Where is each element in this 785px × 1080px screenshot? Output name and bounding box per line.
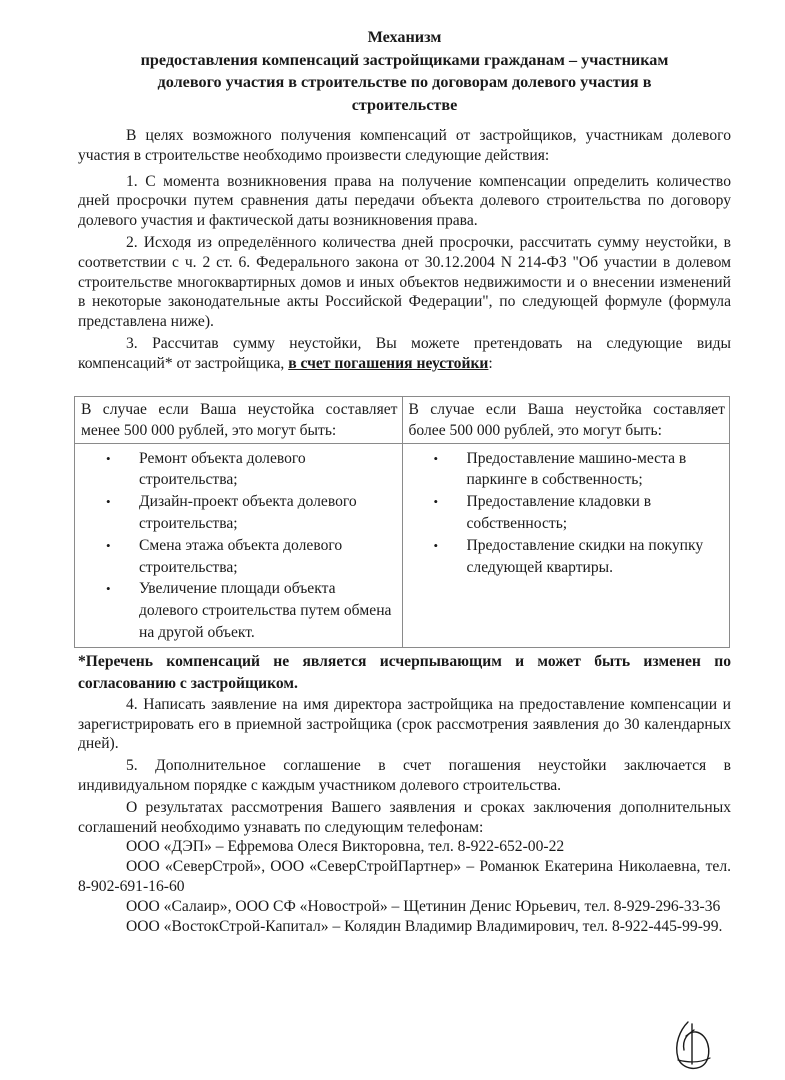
list-item-text: Предоставление кладовки в собственность; <box>466 493 652 532</box>
list-item <box>106 578 398 643</box>
header-under-500k: В случае если Ваша неустойка составляет менее 500 000 рублей, это могут быть: <box>75 396 403 443</box>
list-item-text: Предоставление скидки на покупку следующей квартиры. <box>466 536 704 576</box>
document-page <box>78 26 731 936</box>
contact-line: ООО «ДЭП» – Ефремова Олеся Викторовна, тел. 8-922-652-00-22 <box>126 838 565 856</box>
list-over-500k-cell <box>402 443 730 647</box>
step-1-paragraph: 1. С момента возникновения права на получение компенсации определить количество дней просрочки путем сравнения даты передачи объекта долевого строительства по договору долевого участия и фактической даты возникновения права. <box>78 172 731 230</box>
header-over-500k: В случае если Ваша неустойка составляет более 500 000 рублей, это могут быть: <box>402 396 730 443</box>
list-item <box>433 448 726 492</box>
bullet-icon: • <box>106 537 111 553</box>
bullet-icon: • <box>106 494 111 510</box>
bullet-icon: • <box>433 450 439 466</box>
bullet-icon: • <box>433 537 439 553</box>
list-item-text: Предоставление машино-места в паркинге в собственность; <box>466 449 687 489</box>
list-under-500k-cell <box>75 443 403 647</box>
step-3-emphasis: в счет погашения неустойки <box>288 354 489 372</box>
list-item <box>433 491 726 535</box>
list-item-text: Увеличение площади объекта долевого строительства путем обмена на другой объект. <box>139 580 392 641</box>
table-header-row <box>75 396 730 443</box>
list-under-500k <box>81 448 398 644</box>
compensation-note: *Перечень компенсаций не является исчерпывающим и может быть изменен по согласованию с застройщиком. <box>78 652 731 692</box>
list-item <box>106 491 398 535</box>
list-over-500k <box>409 448 726 579</box>
intro-paragraph: В целях возможного получения компенсаций от застройщиков, участникам долевого участия в строительстве необходимо произвести следующие действия: <box>78 127 731 164</box>
title-line-4: строительстве <box>351 95 458 114</box>
table-body-row <box>75 443 730 647</box>
document-title <box>78 26 731 116</box>
contact-line: ООО «ВостокСтрой-Капитал» – Колядин Владимир Владимирович, тел. 8-922-445-99-99. <box>126 917 723 935</box>
step-3-paragraph <box>78 334 731 374</box>
contact-line: ООО «Салаир», ООО СФ «Новострой» – Щетинин Денис Юрьевич, тел. 8-929-296-33-36 <box>126 897 721 915</box>
list-item-text: Смена этажа объекта долевого строительства; <box>139 536 343 576</box>
bullet-icon: • <box>106 450 111 466</box>
list-item <box>106 448 398 492</box>
title-line-3: долевого участия в строительстве по договорам долевого участия в <box>157 73 652 91</box>
step-4-paragraph: 4. Написать заявление на имя директора застройщика на предоставление компенсации и зарегистрировать его в приемной застройщика (срок рассмотрения заявления до 30 календарных дней). <box>78 695 731 753</box>
step-2-paragraph: 2. Исходя из определённого количества дней просрочки, рассчитать сумму неустойки, в соответствии с ч. 2 ст. 6. Федерального закона от 30.12.2004 N 214-ФЗ "Об участии в долевом строительстве многоквартирных домов и иных объектов недвижимости и о внесении изменений в некоторые законодательные акты Российской Федерации", по следующей формуле (формула представлена ниже). <box>78 233 731 331</box>
handwritten-signature-icon <box>672 1018 712 1074</box>
bullet-icon: • <box>106 581 111 597</box>
step-3-text: 3. Рассчитав сумму неустойки, Вы можете претендовать на следующие виды компенсаций* от застройщика, <box>78 334 731 372</box>
bullet-icon: • <box>433 494 439 510</box>
step-5-paragraph: 5. Дополнительное соглашение в счет погашения неустойки заключается в индивидуальном порядке с каждым участником долевого строительства. <box>78 757 731 794</box>
compensation-table <box>74 396 730 648</box>
contacts-intro: О результатах рассмотрения Вашего заявления и сроках заключения дополнительных соглашений необходимо узнавать по следующим телефонам: <box>78 798 731 836</box>
list-item-text: Дизайн-проект объекта долевого строительства; <box>139 493 357 532</box>
list-item-text: Ремонт объекта долевого строительства; <box>139 449 306 489</box>
contact-line: ООО «СеверСтрой», ООО «СеверСтройПартнер» – Романюк Екатерина Николаевна, тел. 8-902-691-16-60 <box>78 858 731 895</box>
title-line-2: предоставления компенсаций застройщиками гражданам – участникам <box>140 50 669 69</box>
step-3-suffix: : <box>488 354 493 372</box>
title-line-1: Механизм <box>367 28 442 46</box>
list-item <box>106 535 398 579</box>
list-item <box>433 535 726 579</box>
